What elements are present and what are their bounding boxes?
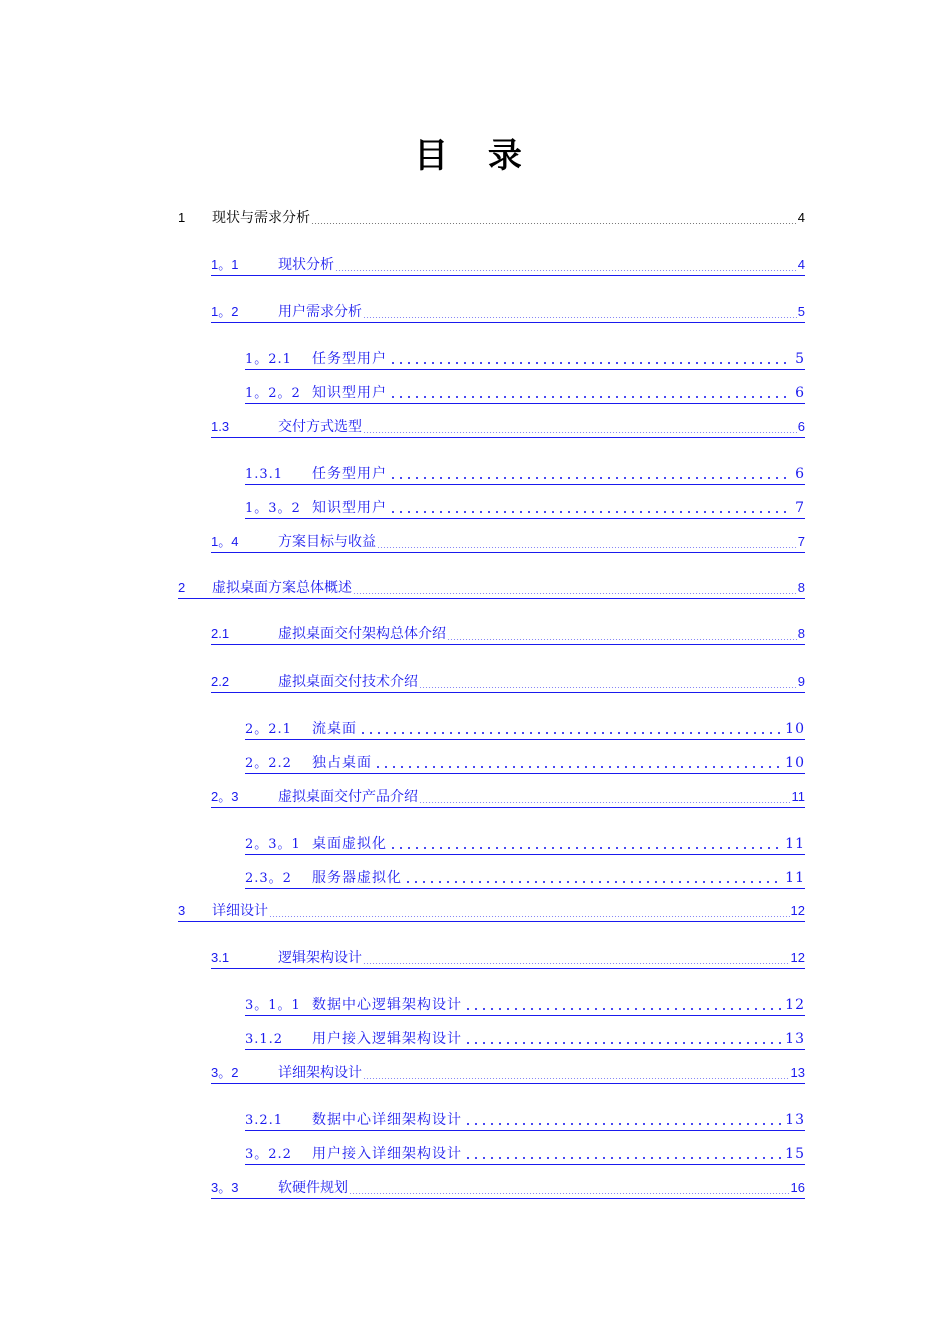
toc-entry-title: 独占桌面	[312, 755, 372, 771]
toc-entry-title: 任务型用户	[312, 466, 387, 482]
dot-leader	[363, 963, 790, 964]
dot-leader	[311, 223, 797, 224]
toc-entry-page: 6	[795, 385, 805, 401]
toc-entry-title: 用户接入逻辑架构设计	[312, 1031, 462, 1047]
toc-entry-number: 3。3	[211, 1180, 239, 1195]
toc-entry-title: 虚拟桌面交付架构总体介绍	[278, 626, 446, 642]
toc-entry-number: 1.3	[211, 419, 230, 434]
toc-entry[interactable]	[211, 672, 805, 693]
toc-entry-number: 1。3。2	[245, 501, 301, 516]
toc-entry-number: 1。2	[211, 304, 239, 319]
toc-entry-number: 3。2	[211, 1065, 239, 1080]
toc-entry-page: 16	[790, 1180, 805, 1195]
toc-entry-number: 3.1.2	[245, 1032, 284, 1047]
toc-entry-title: 虚拟桌面交付技术介绍	[278, 674, 418, 690]
dot-leader	[335, 270, 797, 271]
dot-leader	[447, 639, 797, 640]
toc-entry[interactable]	[245, 995, 805, 1016]
toc-entry-page: 6	[797, 419, 805, 434]
toc-entry-page: 4	[797, 210, 805, 225]
toc-entry-page: 11	[785, 870, 805, 886]
toc-entry-title: 交付方式选型	[278, 419, 362, 435]
toc-entry[interactable]	[245, 464, 805, 485]
toc-entry-page: 9	[797, 674, 805, 689]
toc-entry-title: 现状与需求分析	[212, 210, 310, 226]
toc-entry-title: 现状分析	[278, 257, 334, 273]
toc-entry-page: 4	[797, 257, 805, 272]
toc-entry-number: 2	[178, 580, 186, 595]
toc-entry-title: 软硬件规划	[278, 1180, 348, 1196]
toc-entry-title: 知识型用户	[312, 385, 387, 401]
toc-entry[interactable]	[245, 868, 805, 889]
toc-entry[interactable]	[211, 532, 805, 553]
toc-entry-number: 1	[178, 210, 186, 225]
dot-leader	[404, 881, 782, 883]
dot-leader	[363, 432, 797, 433]
toc-entry-page: 7	[797, 534, 805, 549]
toc-entry[interactable]	[245, 498, 805, 519]
toc-entry-title: 逻辑架构设计	[278, 950, 362, 966]
toc-entry-title: 用户需求分析	[278, 304, 362, 320]
toc-entry-page: 13	[785, 1112, 805, 1128]
toc-entry[interactable]	[178, 208, 805, 228]
dot-leader	[464, 1042, 782, 1044]
toc-entry-page: 10	[785, 721, 805, 737]
toc-entry-page: 11	[785, 836, 805, 852]
toc-entry[interactable]	[211, 1063, 805, 1084]
toc-entry[interactable]	[211, 948, 805, 969]
toc-entry[interactable]	[245, 1144, 805, 1165]
dot-leader	[389, 362, 792, 364]
toc-entry-title: 虚拟桌面方案总体概述	[212, 580, 352, 596]
dot-leader	[419, 687, 797, 688]
dot-leader	[353, 593, 797, 594]
toc-entry-page: 7	[795, 500, 805, 516]
toc-entry[interactable]	[178, 578, 805, 599]
toc-entry-number: 1。2.1	[245, 352, 292, 367]
toc-entry-number: 2.1	[211, 626, 230, 641]
toc-entry-number: 1。1	[211, 257, 239, 272]
toc-entry-page: 6	[795, 466, 805, 482]
toc-entry[interactable]	[211, 302, 805, 323]
toc-entry-page: 12	[790, 903, 805, 918]
toc-entry-number: 3.2.1	[245, 1113, 284, 1128]
toc-entry-title: 流桌面	[312, 721, 357, 737]
toc-entry[interactable]	[245, 383, 805, 404]
toc-entry[interactable]	[211, 624, 805, 645]
dot-leader	[363, 1078, 790, 1079]
toc-entry[interactable]	[245, 1029, 805, 1050]
toc-entry-page: 5	[797, 304, 805, 319]
dot-leader	[389, 477, 792, 479]
dot-leader	[374, 766, 782, 768]
toc-entry-page: 15	[785, 1146, 805, 1162]
toc-entry-number: 2.3。2	[245, 871, 292, 886]
toc-entry[interactable]	[245, 834, 805, 855]
toc-entry[interactable]	[211, 417, 805, 438]
dot-leader	[464, 1157, 782, 1159]
toc-entry-number: 2。3。1	[245, 837, 301, 852]
toc-entry[interactable]	[211, 787, 805, 808]
toc-entry-page: 13	[790, 1065, 805, 1080]
toc-entry-title: 用户接入详细架构设计	[312, 1146, 462, 1162]
dot-leader	[269, 916, 790, 917]
toc-entry[interactable]	[245, 719, 805, 740]
toc-entry-title: 数据中心详细架构设计	[312, 1112, 462, 1128]
toc-entry[interactable]	[245, 349, 805, 370]
dot-leader	[349, 1193, 790, 1194]
toc-entry-number: 1。2。2	[245, 386, 301, 401]
toc-entry-title: 桌面虚拟化	[312, 836, 387, 852]
toc-entry-title: 虚拟桌面交付产品介绍	[278, 789, 418, 805]
toc-entry-title: 数据中心逻辑架构设计	[312, 997, 462, 1013]
toc-entry-title: 方案目标与收益	[278, 534, 376, 550]
toc-entry-title: 任务型用户	[312, 351, 387, 367]
toc-entry-number: 3。2.2	[245, 1147, 292, 1162]
dot-leader	[389, 847, 782, 849]
toc-entry-number: 3	[178, 903, 186, 918]
dot-leader	[389, 511, 792, 513]
toc-entry-page: 8	[797, 580, 805, 595]
toc-entry-number: 2。2.1	[245, 722, 292, 737]
dot-leader	[464, 1123, 782, 1125]
toc-entry[interactable]	[211, 1178, 805, 1199]
toc-entry-title: 详细设计	[212, 903, 268, 919]
toc-entry-page: 12	[785, 997, 805, 1013]
toc-entry[interactable]	[211, 255, 805, 276]
toc-entry-number: 2。2.2	[245, 756, 292, 771]
toc-entry-title: 知识型用户	[312, 500, 387, 516]
dot-leader	[363, 317, 797, 318]
dot-leader	[359, 732, 782, 734]
toc-entry-page: 10	[785, 755, 805, 771]
toc-entry[interactable]	[245, 1110, 805, 1131]
toc-entry-page: 11	[791, 789, 805, 804]
toc-entry-title: 服务器虚拟化	[312, 870, 402, 886]
toc-entry-number: 3。1。1	[245, 998, 301, 1013]
toc-entry-page: 5	[795, 351, 805, 367]
toc-entry-number: 2.2	[211, 674, 230, 689]
toc-entry-number: 2。3	[211, 789, 239, 804]
dot-leader	[389, 396, 792, 398]
dot-leader	[419, 802, 791, 803]
toc-entry-number: 1.3.1	[245, 467, 284, 482]
dot-leader	[464, 1008, 782, 1010]
toc-title: 目 录	[414, 136, 536, 176]
toc-entry-number: 3.1	[211, 950, 230, 965]
toc-entry[interactable]	[245, 753, 805, 774]
toc-entry-page: 12	[790, 950, 805, 965]
toc-entry-title: 详细架构设计	[278, 1065, 362, 1081]
toc-entry-number: 1。4	[211, 534, 239, 549]
dot-leader	[377, 547, 797, 548]
toc-entry-page: 8	[797, 626, 805, 641]
toc-entry-page: 13	[785, 1031, 805, 1047]
toc-entry[interactable]	[178, 901, 805, 922]
